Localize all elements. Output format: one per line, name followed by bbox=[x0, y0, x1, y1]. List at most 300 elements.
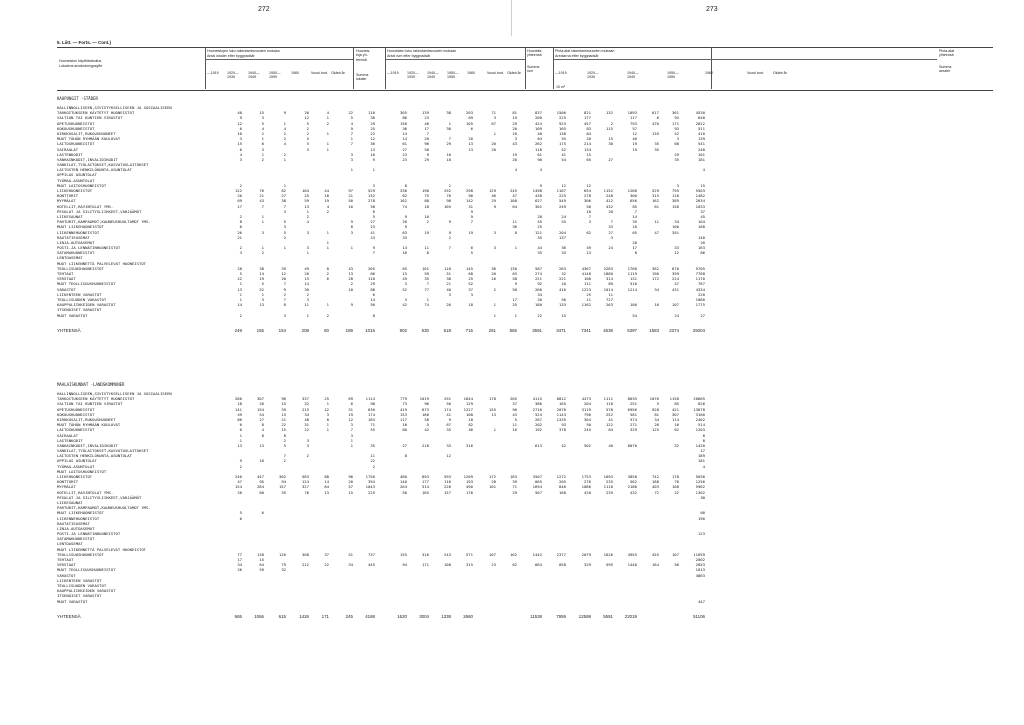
table-cell: 145 bbox=[465, 265, 473, 271]
table-cell: 105 bbox=[443, 203, 451, 209]
table-cell: 100 bbox=[629, 302, 637, 308]
table-cell: 3 bbox=[470, 291, 473, 297]
table-cell: 16 bbox=[402, 250, 407, 256]
table-cell: 41 bbox=[561, 151, 566, 157]
table-cell: 3 bbox=[350, 432, 353, 438]
table-cell: 6 bbox=[239, 146, 242, 152]
table-cell: 34 bbox=[304, 411, 309, 417]
table-cell: 12 bbox=[348, 416, 353, 422]
row-label: MYYMÄLÄT bbox=[57, 484, 76, 490]
table-cell: 75 bbox=[424, 193, 429, 199]
group3-title: Arealarna efter byggnadsår bbox=[555, 54, 599, 58]
table-cell: 846 bbox=[558, 484, 566, 490]
table-cell: 27 bbox=[608, 229, 613, 235]
table-cell: 1813 bbox=[695, 567, 705, 573]
row-label: RAUTATIEASEMAT bbox=[57, 520, 90, 526]
table-cell: 654 bbox=[583, 188, 591, 193]
table-cell: 33 bbox=[446, 442, 451, 448]
table-cell: 29 bbox=[424, 156, 429, 162]
table-cell: 274 bbox=[534, 271, 542, 276]
table-cell: 11 bbox=[304, 302, 309, 308]
total-cell: 630 bbox=[421, 328, 429, 334]
table-cell: 68 bbox=[674, 141, 679, 147]
table-cell: 13 bbox=[370, 146, 375, 152]
table-cell: 307 bbox=[671, 411, 679, 417]
label-column-header: Huoneiston käyttötarkoitus bbox=[59, 59, 102, 63]
year-column-subheader: 1959 bbox=[269, 75, 277, 80]
table-cell: 29 bbox=[370, 120, 375, 126]
table-cell: 95 bbox=[259, 479, 264, 485]
row-label: KOKOUSHUONEISTOT bbox=[57, 411, 95, 417]
table-cell: 49 bbox=[304, 265, 309, 271]
table-cell: 31 bbox=[304, 422, 309, 428]
total-cell: 245 bbox=[345, 614, 353, 620]
table-cell: 3 bbox=[283, 208, 286, 214]
table-cell: 47 bbox=[654, 229, 659, 235]
table-cell: 1 bbox=[426, 296, 429, 302]
table-cell: 38 bbox=[259, 265, 264, 271]
table-cell: 1302 bbox=[695, 489, 705, 495]
table-cell: 55 bbox=[370, 427, 375, 433]
table-cell: 432 bbox=[629, 489, 637, 495]
total-cell: 60 bbox=[324, 328, 329, 334]
row-label: LAITOSTEN HENKILÖKUNTA-ASUNTOLAT bbox=[57, 453, 132, 459]
header-divider-g1 bbox=[353, 47, 354, 89]
row-label: VERSTAAT bbox=[57, 276, 76, 282]
table-cell: 276 bbox=[583, 479, 591, 485]
table-cell: 19 bbox=[324, 198, 329, 204]
table-cell: 25 bbox=[370, 125, 375, 131]
table-cell: 529 bbox=[651, 188, 659, 193]
table-cell: 5 bbox=[283, 229, 286, 235]
table-cell: 3 bbox=[448, 291, 451, 297]
table-cell: 22 bbox=[281, 422, 286, 428]
year-column-header: 1950— bbox=[667, 71, 679, 75]
table-cell: 32 bbox=[281, 567, 286, 573]
table-cell: 10 bbox=[632, 224, 637, 230]
table-cell: 4530 bbox=[695, 110, 705, 116]
table-cell: 793 bbox=[629, 120, 637, 126]
table-cell: 44 bbox=[324, 188, 329, 193]
table-cell: 19 bbox=[348, 411, 353, 417]
table-cell: 2 bbox=[261, 250, 264, 256]
table-cell: 9 bbox=[426, 151, 429, 157]
table-cell: 225 bbox=[558, 193, 566, 199]
table-cell: 1 bbox=[261, 291, 264, 297]
year-column-header: Okänt år bbox=[331, 71, 345, 75]
table-cell: 98 bbox=[446, 198, 451, 204]
table-cell: 1694 bbox=[532, 484, 542, 490]
table-cell: 10 bbox=[370, 151, 375, 157]
year-column-subheader: 1939 bbox=[407, 75, 415, 80]
table-cell: 96 bbox=[348, 474, 353, 479]
table-cell: 193 bbox=[465, 479, 473, 485]
row-label: KONTTORIT bbox=[57, 193, 79, 199]
table-cell: 82 bbox=[281, 188, 286, 193]
table-cell: 59 bbox=[424, 271, 429, 276]
table-cell: 108 bbox=[509, 198, 517, 204]
table-cell: 2 bbox=[283, 234, 286, 240]
table-cell: 298 bbox=[465, 188, 473, 193]
total-rum-sub: rum bbox=[527, 69, 534, 74]
table-cell: 20 bbox=[491, 146, 496, 152]
table-cell: 188 bbox=[651, 479, 659, 485]
table-cell: 1107 bbox=[556, 188, 566, 193]
table-cell: 36 bbox=[561, 245, 566, 251]
total-cell: 5591 bbox=[603, 614, 613, 620]
year-column-subheader: 1939 bbox=[587, 75, 595, 80]
table-cell: 1420 bbox=[695, 442, 705, 448]
header-divider-g3 bbox=[711, 47, 712, 89]
total-cell: 4638 bbox=[603, 328, 613, 334]
table-cell: 12 bbox=[446, 453, 451, 459]
table-cell: 121 bbox=[534, 229, 542, 235]
row-label: MUUT LIIKEHUONEISTOT bbox=[57, 510, 104, 516]
table-cell: 239 bbox=[605, 489, 613, 495]
table-cell: 1152 bbox=[603, 188, 613, 193]
table-cell: 4 bbox=[702, 463, 705, 469]
table-cell: 3 bbox=[588, 219, 591, 225]
table-cell: 490 bbox=[465, 484, 473, 490]
table-cell: 36 bbox=[512, 224, 517, 230]
table-cell: 15 bbox=[281, 401, 286, 407]
table-cell: 124 bbox=[301, 479, 309, 485]
row-label: POSTI-JA LENNÄTINHUONEISTOT bbox=[57, 245, 121, 251]
table-cell: 2076 bbox=[556, 406, 566, 412]
table-cell: 617 bbox=[651, 110, 659, 116]
table-cell: 10 bbox=[654, 302, 659, 308]
table-cell: 13 bbox=[259, 302, 264, 308]
total-cell: 1426 bbox=[299, 614, 309, 620]
year-column-header: —1919 bbox=[207, 71, 219, 75]
table-cell: 16 bbox=[674, 422, 679, 428]
table-cell: 455 bbox=[651, 551, 659, 557]
table-cell: 389 bbox=[671, 198, 679, 204]
table-cell: 1335 bbox=[556, 416, 566, 422]
table-cell: 20 bbox=[237, 193, 242, 199]
table-cell: 837 bbox=[534, 110, 542, 116]
section-title: KAUPUNGIT -STÄDER bbox=[57, 96, 98, 101]
table-cell: 23 bbox=[370, 224, 375, 230]
total-cell: 7959 bbox=[556, 614, 566, 620]
table-cell: 15 bbox=[259, 557, 264, 562]
table-cell: 7 bbox=[350, 130, 353, 136]
year-column-header: 1940— bbox=[248, 71, 260, 75]
table-cell: 72 bbox=[654, 489, 659, 495]
table-cell: 3 bbox=[350, 422, 353, 428]
table-cell: 20 bbox=[654, 422, 659, 428]
table-cell: 1 bbox=[283, 120, 286, 126]
table-cell: 4 bbox=[261, 125, 264, 131]
table-cell: 9 bbox=[470, 208, 473, 214]
year-column-header: Vuosi tunt. bbox=[747, 71, 764, 75]
table-cell: 104 bbox=[697, 219, 705, 225]
table-cell: 4367 bbox=[581, 265, 591, 271]
table-cell: 35 bbox=[632, 219, 637, 225]
table-cell: 36 bbox=[370, 141, 375, 147]
table-cell: 50 bbox=[402, 489, 407, 495]
table-cell: 35 bbox=[537, 234, 542, 240]
table-cell: 65 bbox=[586, 156, 591, 162]
table-cell: 198 bbox=[421, 188, 429, 193]
table-cell: 6 bbox=[239, 125, 242, 131]
table-cell: 34 bbox=[237, 562, 242, 568]
table-cell: 64 bbox=[608, 427, 613, 433]
total-cell: 1620 bbox=[397, 614, 407, 620]
year-column-header: 1920— bbox=[407, 71, 419, 75]
table-cell: 2 bbox=[283, 130, 286, 136]
total-cell: 11538 bbox=[530, 614, 542, 620]
row-label: VARASTOT bbox=[57, 572, 76, 578]
table-cell: 137 bbox=[558, 234, 566, 240]
table-cell: 6 bbox=[470, 125, 473, 131]
table-cell: 101 bbox=[421, 265, 429, 271]
group1-title: Antal lokaler efter byggnadsår bbox=[207, 54, 255, 58]
table-cell: 248 bbox=[605, 193, 613, 199]
table-cell: 20 bbox=[491, 141, 496, 147]
table-cell: 93 bbox=[674, 115, 679, 121]
table-cell: 9 bbox=[448, 219, 451, 225]
table-cell: 432 bbox=[605, 203, 613, 209]
year-column-header: 1940— bbox=[427, 71, 439, 75]
table-cell: 22 bbox=[674, 489, 679, 495]
table-cell: 66 bbox=[370, 271, 375, 276]
table-cell: 403 bbox=[651, 484, 659, 490]
table-cell: 1482 bbox=[695, 193, 705, 199]
table-cell: 1076 bbox=[649, 396, 659, 402]
table-cell: 6 bbox=[261, 510, 264, 516]
table-cell: 42 bbox=[561, 442, 566, 448]
table-cell: 43 bbox=[512, 141, 517, 147]
table-cell: 3 bbox=[326, 411, 329, 417]
table-cell: 26 bbox=[237, 229, 242, 235]
table-cell: 22 bbox=[370, 458, 375, 464]
total-cell: 2660 bbox=[463, 614, 473, 620]
total-areal-sub: Summa bbox=[939, 65, 952, 69]
table-cell: 6 bbox=[372, 291, 375, 297]
table-cell: 1 bbox=[326, 302, 329, 308]
table-cell: 22 bbox=[537, 312, 542, 318]
table-cell: 9 bbox=[470, 213, 473, 219]
total-cell: 155 bbox=[256, 328, 264, 334]
table-cell: 412 bbox=[605, 198, 613, 204]
table-cell: 13 bbox=[304, 203, 309, 209]
table-cell: 90 bbox=[468, 193, 473, 199]
row-label: VALTION TAI KUNTIEN VIRASTOT bbox=[57, 401, 123, 407]
table-cell: 34 bbox=[654, 416, 659, 422]
table-cell: 1 bbox=[261, 136, 264, 142]
table-cell: 7 bbox=[426, 281, 429, 287]
table-cell: 26 bbox=[237, 567, 242, 573]
row-label: KOKOUSHUONEISTOT bbox=[57, 125, 95, 131]
table-cell: 10 bbox=[348, 203, 353, 209]
table-cell: 35 bbox=[654, 141, 659, 147]
table-cell: 7 bbox=[350, 427, 353, 433]
table-cell: 1 bbox=[306, 312, 309, 318]
table-cell: 67 bbox=[491, 120, 496, 126]
table-cell: 737 bbox=[367, 551, 375, 557]
section-title: MAALAISKUNNAT -LANDSKOMMUNER bbox=[57, 382, 125, 387]
table-cell: 3 bbox=[306, 146, 309, 152]
table-cell: 204 bbox=[583, 401, 591, 407]
table-cell: 34 bbox=[674, 219, 679, 225]
table-cell: 163 bbox=[697, 245, 705, 251]
table-cell: 25 bbox=[537, 224, 542, 230]
table-cell: 307 bbox=[256, 396, 264, 402]
table-cell: 235 bbox=[605, 479, 613, 485]
table-cell: 12 bbox=[324, 406, 329, 412]
total-cell: 25004 bbox=[692, 328, 705, 334]
row-label: MUUT VARASTOT bbox=[57, 312, 88, 318]
table-cell: 220 bbox=[697, 291, 705, 297]
row-label: LAITOSTEN HENKILÖKUNTA-ASUNTOLAT bbox=[57, 167, 132, 173]
table-cell: 20 bbox=[632, 239, 637, 245]
table-cell: 7 bbox=[448, 136, 451, 142]
table-cell: 37 bbox=[324, 551, 329, 557]
table-cell: 1170 bbox=[695, 276, 705, 282]
row-label: MUUT LIIKEHUONEISTOT bbox=[57, 224, 104, 230]
table-cell: 25 bbox=[512, 302, 517, 308]
table-cell: 1 bbox=[261, 219, 264, 225]
table-cell: 8 bbox=[634, 250, 637, 256]
table-cell: 767 bbox=[697, 281, 705, 287]
table-cell: 69 bbox=[468, 115, 473, 121]
year-column-subheader: 1949 bbox=[427, 75, 435, 80]
total-cell: 3004 bbox=[419, 614, 429, 620]
table-cell: 92 bbox=[537, 281, 542, 287]
table-cell: 271 bbox=[629, 422, 637, 428]
table-cell: 174 bbox=[367, 411, 375, 417]
table-cell: 2 bbox=[326, 312, 329, 318]
table-cell: 133 bbox=[558, 302, 566, 308]
table-cell: 15 bbox=[304, 276, 309, 282]
table-cell: 291 bbox=[443, 396, 451, 402]
total-cell: 1015 bbox=[365, 328, 375, 334]
table-cell: 56 bbox=[370, 302, 375, 308]
table-cell: 108 bbox=[671, 484, 679, 490]
table-cell: 17 bbox=[237, 203, 242, 209]
table-cell: 431 bbox=[671, 286, 679, 292]
table-cell: 192 bbox=[534, 427, 542, 433]
row-label: OPETUSHUONEISTOT bbox=[57, 120, 95, 126]
table-cell: 362 bbox=[651, 265, 659, 271]
row-label: LINJA-AUTOASEMAT bbox=[57, 525, 95, 531]
table-cell: 61 bbox=[654, 203, 659, 209]
table-cell: 203 bbox=[465, 110, 473, 116]
group3-rule bbox=[553, 59, 937, 60]
table-cell: 656 bbox=[629, 198, 637, 204]
table-cell: 8 bbox=[404, 453, 407, 459]
total-cell: 1338 bbox=[441, 614, 451, 620]
header-divider-tot1 bbox=[385, 47, 386, 89]
table-cell: 386 bbox=[534, 401, 542, 407]
table-cell: 245 bbox=[583, 427, 591, 433]
table-cell: 3 bbox=[306, 229, 309, 235]
table-cell: 421 bbox=[671, 406, 679, 412]
table-cell: 3 bbox=[261, 146, 264, 152]
table-cell: 1440 bbox=[627, 562, 637, 568]
table-cell: 6 bbox=[656, 115, 659, 121]
total-cell: 189 bbox=[345, 328, 353, 334]
table-cell: 183 bbox=[367, 416, 375, 422]
table-cell: 20665 bbox=[693, 396, 705, 402]
total-lokaler-sub: Summa bbox=[356, 73, 369, 77]
table-cell: 1 bbox=[514, 245, 517, 251]
table-cell: 221 bbox=[534, 276, 542, 282]
total-lokaler-sub: lokaler bbox=[356, 77, 367, 82]
total-cell: 208 bbox=[301, 328, 309, 334]
row-label: TEOLLISUUSHUONEISTOT bbox=[57, 551, 104, 557]
table-cell: 33 bbox=[561, 250, 566, 256]
table-cell: 62 bbox=[402, 193, 407, 199]
table-cell: 9 bbox=[239, 458, 242, 464]
table-cell: 33 bbox=[674, 245, 679, 251]
table-cell: 1 bbox=[306, 250, 309, 256]
row-label: MUUT LAITOSHUONEISTOT bbox=[57, 182, 107, 188]
year-column-header: 1920— bbox=[227, 71, 239, 75]
table-cell: 13 bbox=[468, 146, 473, 152]
table-cell: 1 bbox=[372, 167, 375, 173]
table-cell: 30 bbox=[370, 115, 375, 121]
table-cell: 93 bbox=[561, 422, 566, 428]
table-cell: 50 bbox=[446, 401, 451, 407]
table-cell: 200 bbox=[534, 115, 542, 121]
total-row bbox=[57, 614, 993, 620]
table-cell: 2 bbox=[448, 234, 451, 240]
table-cell: 35 bbox=[537, 250, 542, 256]
table-cell: 164 bbox=[651, 562, 659, 568]
table-cell: 419 bbox=[399, 406, 407, 412]
table-cell: 157 bbox=[443, 489, 451, 495]
table-cell: 139 bbox=[421, 110, 429, 116]
table-cell: 9 bbox=[539, 182, 542, 188]
group1-rule bbox=[205, 59, 353, 60]
table-cell: 2 bbox=[326, 271, 329, 276]
table-cell: 76 bbox=[304, 489, 309, 495]
table-cell: 399 bbox=[671, 271, 679, 276]
table-cell: 46 bbox=[632, 136, 637, 142]
table-cell: 445 bbox=[367, 562, 375, 568]
row-label: MUUT VARASTOT bbox=[57, 598, 88, 604]
table-cell: 5 bbox=[239, 510, 242, 516]
table-cell: 24 bbox=[674, 312, 679, 318]
table-cell: 139 bbox=[697, 136, 705, 142]
table-cell: 30 bbox=[304, 286, 309, 292]
row-label: POSTI-JA LENNÄTINHUONEISTOT bbox=[57, 531, 121, 537]
group3-title: Pinta-alat rakentamisvuoden mukaan bbox=[555, 49, 615, 53]
table-cell: 1 bbox=[306, 208, 309, 214]
table-cell: 41 bbox=[370, 229, 375, 235]
table-cell: 1143 bbox=[556, 411, 566, 417]
table-cell: 1498 bbox=[532, 188, 542, 193]
table-cell: 27 bbox=[402, 146, 407, 152]
table-cell: 826 bbox=[697, 401, 705, 407]
table-cell: 16 bbox=[491, 276, 496, 282]
table-cell: 9 bbox=[404, 213, 407, 219]
table-cell: 190 bbox=[697, 515, 705, 521]
table-cell: 23 bbox=[491, 562, 496, 568]
table-cell: 34 bbox=[348, 562, 353, 568]
table-cell: 11 bbox=[370, 453, 375, 459]
table-cell: 129 bbox=[465, 401, 473, 407]
table-cell: 88 bbox=[370, 286, 375, 292]
table-cell: 38 bbox=[281, 198, 286, 204]
table-cell: 9 bbox=[350, 302, 353, 308]
table-cell: 28 bbox=[237, 265, 242, 271]
table-cell: 305 bbox=[399, 110, 407, 116]
continuation-title: 5. Liitt. — Forts. — Cont.) bbox=[57, 40, 111, 45]
table-cell: 1162 bbox=[581, 302, 591, 308]
